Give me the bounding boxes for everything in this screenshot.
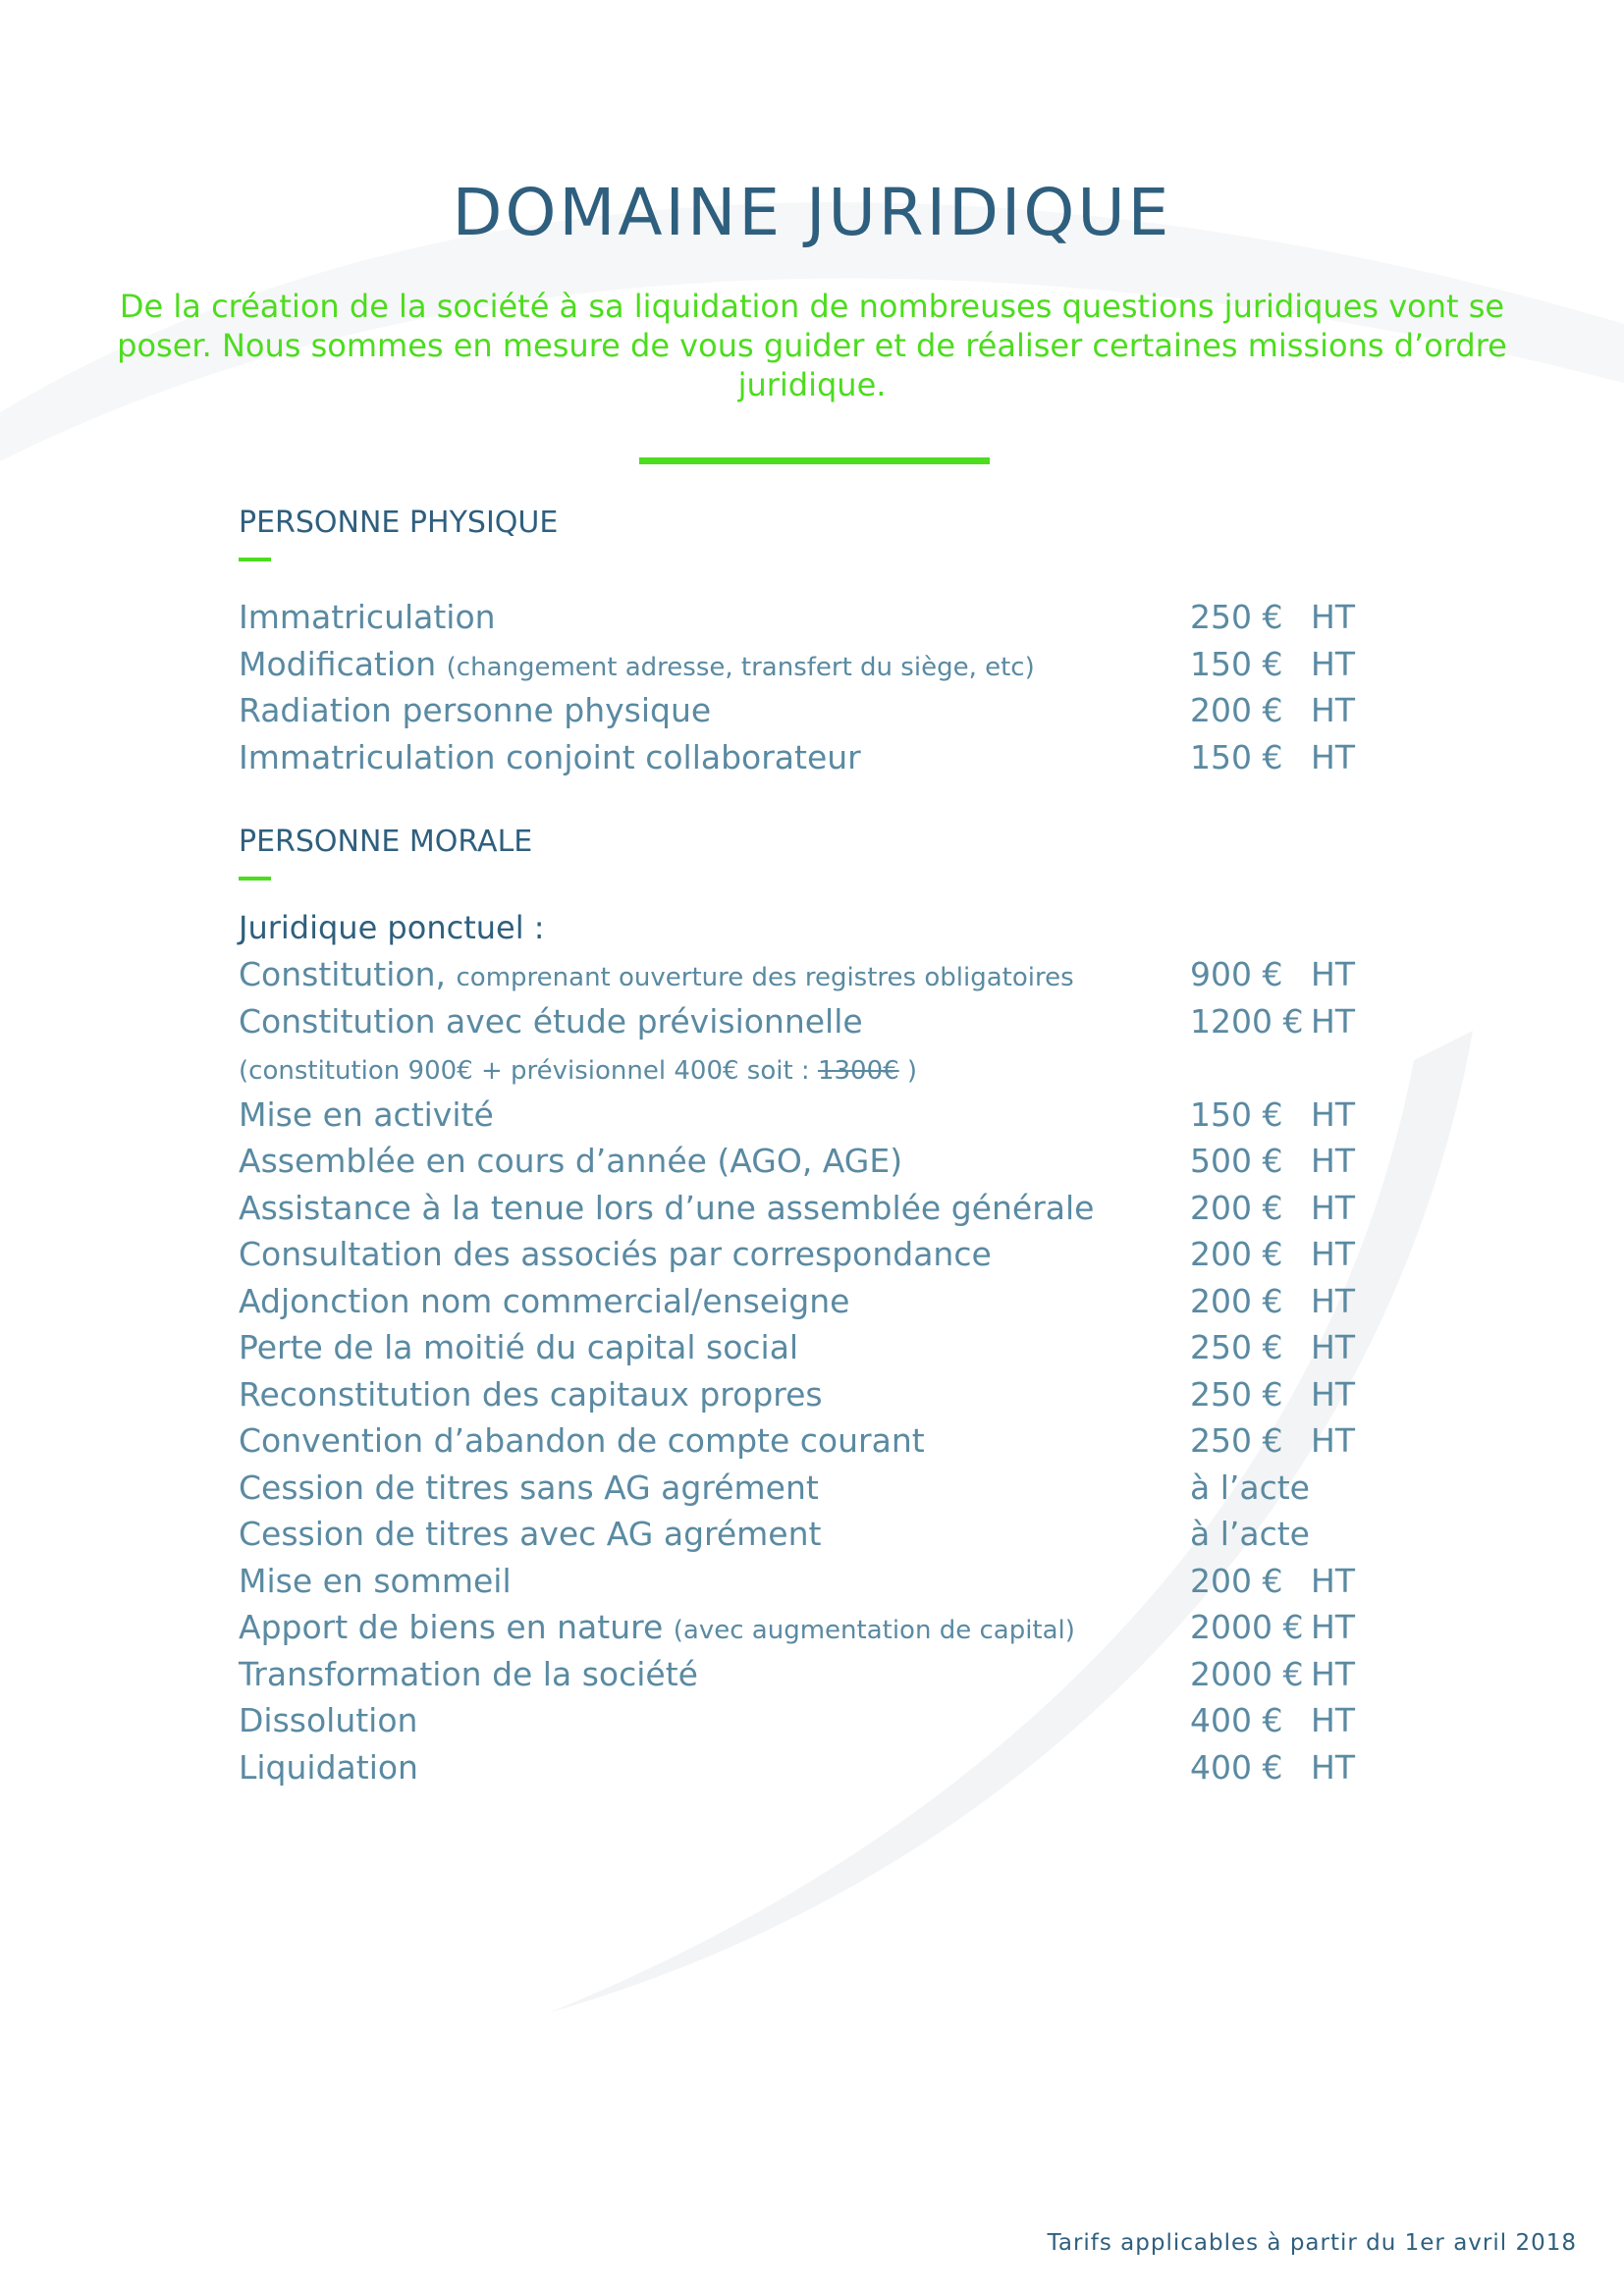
service-label: Liquidation (239, 1747, 418, 1787)
subheading-juridique-ponctuel: Juridique ponctuel : (239, 909, 545, 946)
price-row (239, 1371, 1368, 1418)
price-value: 200 € (1190, 691, 1283, 729)
service-label: Adjonction nom commercial/enseigne (239, 1281, 850, 1320)
price-unit: HT (1311, 737, 1355, 776)
price-detail-row (239, 1044, 1368, 1092)
price-row (239, 1465, 1368, 1512)
price-unit: HT (1311, 1281, 1355, 1320)
price-value: 200 € (1190, 1561, 1283, 1600)
price-row (239, 1604, 1368, 1651)
price-row (239, 734, 1368, 781)
price-row (239, 641, 1368, 688)
service-label: Assemblée en cours d’année (AGO, AGE) (239, 1142, 903, 1180)
price-value: 200 € (1190, 1235, 1283, 1273)
price-row (239, 1185, 1368, 1232)
service-label: Consultation des associés par correspondance (239, 1235, 992, 1273)
price-row (239, 998, 1368, 1045)
service-label: Immatriculation (239, 598, 496, 636)
service-label: Apport de biens en nature (avec augmentation de capital) (239, 1608, 1075, 1646)
price-value: 250 € (1190, 1421, 1283, 1460)
section-divider-physique (239, 558, 271, 561)
service-label: Mise en activité (239, 1095, 494, 1134)
price-unit: HT (1311, 1188, 1355, 1227)
price-row (239, 1511, 1368, 1558)
price-row (239, 951, 1368, 998)
intro-paragraph: De la création de la société à sa liquidation de nombreuses questions juridiques vont se poser. Nous sommes en mesure de vous guider et de réaliser certaines missions d’ordre juridique. (117, 288, 1507, 403)
price-value: 150 € (1190, 737, 1283, 776)
section-title-personne-physique: PERSONNE PHYSIQUE (239, 506, 559, 540)
price-unit: HT (1311, 955, 1355, 993)
price-value: à l’acte (1190, 1468, 1310, 1507)
price-value: 250 € (1190, 1328, 1283, 1366)
price-unit: HT (1311, 1421, 1355, 1460)
price-value: 2000 € (1190, 1654, 1304, 1693)
service-label: Radiation personne physique (239, 691, 712, 729)
price-row (239, 594, 1368, 641)
service-note: comprenant ouverture des registres obligatoires (456, 963, 1074, 992)
price-value: 500 € (1190, 1142, 1283, 1180)
price-value: 250 € (1190, 598, 1283, 636)
price-unit: HT (1311, 1561, 1355, 1600)
price-value: 2000 € (1190, 1608, 1304, 1646)
price-unit: HT (1311, 1374, 1355, 1414)
price-row (239, 1417, 1368, 1465)
price-unit: HT (1311, 1654, 1355, 1693)
service-label: Cession de titres avec AG agrément (239, 1515, 822, 1553)
service-note: (changement adresse, transfert du siège, etc) (446, 652, 1035, 682)
service-label: Convention d’abandon de compte courant (239, 1421, 925, 1460)
price-value: 150 € (1190, 644, 1283, 683)
price-row (239, 1324, 1368, 1371)
service-label: Assistance à la tenue lors d’une assemblée générale (239, 1188, 1095, 1227)
price-value: 200 € (1190, 1281, 1283, 1320)
intro-divider (639, 457, 990, 464)
service-label: Dissolution (239, 1701, 418, 1739)
service-label: Constitution avec étude prévisionnelle (239, 1001, 863, 1041)
price-row (239, 1651, 1368, 1698)
service-label: Modification (changement adresse, transfert du siège, etc) (239, 644, 1035, 683)
price-value: 1200 € (1190, 1001, 1304, 1041)
price-list-morale (239, 951, 1368, 1790)
price-row (239, 1092, 1368, 1139)
price-detail: (constitution 900€ + prévisionnel 400€ soit : 1300€ ) (239, 1056, 918, 1086)
price-unit: HT (1311, 598, 1355, 636)
service-label: Cession de titres sans AG agrément (239, 1468, 819, 1507)
price-row (239, 1558, 1368, 1605)
price-unit: HT (1311, 1001, 1355, 1041)
price-row (239, 1278, 1368, 1325)
price-value: 900 € (1190, 955, 1283, 993)
price-value: 400 € (1190, 1701, 1283, 1739)
price-value: 150 € (1190, 1095, 1283, 1134)
price-value: 250 € (1190, 1374, 1283, 1414)
price-unit: HT (1311, 1608, 1355, 1646)
section-divider-morale (239, 877, 271, 881)
price-value: à l’acte (1190, 1515, 1310, 1553)
price-list-physique (239, 594, 1368, 780)
price-unit: HT (1311, 1095, 1355, 1134)
page-title: DOMAINE JURIDIQUE (452, 175, 1172, 250)
service-label: Mise en sommeil (239, 1561, 512, 1600)
section-title-personne-morale: PERSONNE MORALE (239, 825, 533, 859)
price-row (239, 1231, 1368, 1278)
service-label: Reconstitution des capitaux propres (239, 1374, 823, 1414)
price-unit: HT (1311, 691, 1355, 729)
price-unit: HT (1311, 1328, 1355, 1366)
price-unit: HT (1311, 1142, 1355, 1180)
price-unit: HT (1311, 644, 1355, 683)
price-row (239, 1697, 1368, 1744)
footer-note: Tarifs applicables à partir du 1er avril 2018 (1047, 2230, 1577, 2256)
price-row (239, 687, 1368, 734)
price-row (239, 1138, 1368, 1185)
price-unit: HT (1311, 1747, 1355, 1787)
service-label: Constitution, comprenant ouverture des registres obligatoires (239, 955, 1074, 993)
service-label: Perte de la moitié du capital social (239, 1328, 799, 1366)
service-note: (avec augmentation de capital) (673, 1616, 1075, 1645)
price-value: 400 € (1190, 1747, 1283, 1787)
struck-price: 1300€ (817, 1056, 899, 1086)
service-label: Immatriculation conjoint collaborateur (239, 737, 861, 776)
price-unit: HT (1311, 1235, 1355, 1273)
price-value: 200 € (1190, 1188, 1283, 1227)
price-unit: HT (1311, 1701, 1355, 1739)
service-label: Transformation de la société (239, 1654, 698, 1693)
price-row (239, 1744, 1368, 1791)
